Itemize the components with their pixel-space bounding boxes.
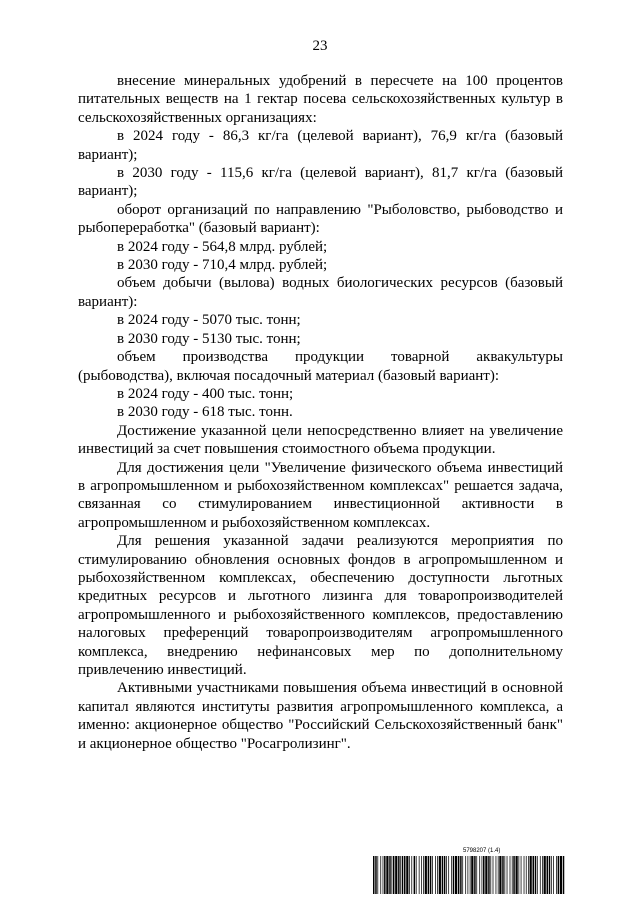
paragraph-catch-2024: в 2024 году - 5070 тыс. тонн; [117, 312, 301, 329]
barcode-bar [448, 856, 449, 894]
barcode-bar [383, 856, 384, 894]
barcode-bar [432, 856, 433, 894]
barcode-bar [513, 856, 514, 894]
barcode-bar [465, 856, 466, 894]
barcode-bar [516, 856, 518, 894]
barcode-bar [389, 856, 390, 894]
document-barcode [373, 848, 565, 894]
barcode-bar [493, 856, 494, 894]
barcode-bar [393, 856, 394, 894]
barcode-bar [375, 856, 376, 894]
barcode-bar [485, 856, 487, 894]
barcode-graphic [373, 856, 565, 894]
barcode-bar [530, 856, 532, 894]
barcode-bar [439, 856, 441, 894]
barcode-bar [386, 856, 388, 894]
barcode-bar [507, 856, 508, 894]
barcode-bar [496, 856, 497, 894]
barcode-bar [406, 856, 408, 894]
paragraph-catch-2030: в 2030 году - 5130 тыс. тонн; [117, 330, 301, 347]
barcode-bar [377, 856, 378, 894]
paragraph-fertilizer-2024: в 2024 году - 86,3 кг/га (целевой вариант), 76,9 кг/га (базовый вариант); [78, 128, 563, 163]
barcode-bar [462, 856, 463, 894]
barcode-bar [512, 856, 513, 894]
paragraph-fertilizer-2030: в 2030 году - 115,6 кг/га (целевой вариант), 81,7 кг/га (базовый вариант); [78, 165, 563, 200]
barcode-bar [409, 856, 410, 894]
barcode-bar [373, 856, 374, 894]
barcode-bar [391, 856, 392, 894]
barcode-bar [437, 856, 438, 894]
barcode-bar [553, 856, 554, 894]
barcode-bar [402, 856, 403, 894]
barcode-bar [549, 856, 550, 894]
barcode-bar [542, 856, 543, 894]
barcode-bar [435, 856, 436, 894]
barcode-bar [510, 856, 511, 894]
paragraph-aquaculture-2024: в 2024 году - 400 тыс. тонн; [117, 385, 294, 402]
barcode-bar [384, 856, 385, 894]
paragraph-fishery-turnover: оборот организаций по направлению "Рыболовство, рыбоводство и рыбопереработка" (базовый вариант): [78, 201, 563, 237]
barcode-bar [504, 856, 505, 894]
barcode-bar [446, 856, 447, 894]
barcode-bar [551, 856, 552, 894]
barcode-bar [488, 856, 489, 894]
paragraph-turnover-2030: в 2030 году - 710,4 млрд. рублей; [117, 257, 328, 274]
barcode-bar [404, 856, 405, 894]
barcode-bar [524, 856, 525, 894]
barcode-bar [411, 856, 412, 894]
barcode-bar [416, 856, 417, 894]
barcode-bar [560, 856, 562, 894]
barcode-bar [482, 856, 483, 894]
barcode-bar [490, 856, 491, 894]
barcode-bar [533, 856, 534, 894]
barcode-bar [423, 856, 424, 894]
document-body [78, 72, 563, 753]
barcode-bar [430, 856, 431, 894]
barcode-bar [458, 856, 459, 894]
barcode-bar [526, 856, 527, 894]
barcode-bar [380, 856, 381, 894]
barcode-bar [476, 856, 477, 894]
paragraph-aquaculture-2030: в 2030 году - 618 тыс. тонн. [117, 404, 293, 421]
barcode-bar [395, 856, 397, 894]
barcode-bar [528, 856, 529, 894]
barcode-bar [453, 856, 454, 894]
barcode-bar [460, 856, 461, 894]
barcode-bar [499, 856, 501, 894]
barcode-bar [455, 856, 457, 894]
paragraph-goal-effect: Достижение указанной цели непосредственно влияет на увеличение инвестиций за счет повышения стоимостного объема продукции. [78, 422, 563, 458]
barcode-bar [414, 856, 415, 894]
barcode-bar [521, 856, 522, 894]
barcode-bar [544, 856, 546, 894]
paragraph-aquaculture-volume: объем производства продукции товарной аквакультуры (рыбоводства), включая посадочный материал (базовый вариант): [78, 349, 563, 384]
barcode-bar [421, 856, 422, 894]
barcode-bar [556, 856, 557, 894]
barcode-bar [483, 856, 484, 894]
barcode-caption: 5798207 (1.4) [463, 848, 501, 854]
barcode-bar [419, 856, 420, 894]
barcode-bar [470, 856, 471, 894]
barcode-bar [468, 856, 469, 894]
barcode-bar [398, 856, 399, 894]
paragraph-fertilizer-indicator: внесение минеральных удобрений в пересчете на 100 процентов питательных веществ на 1 гектар посева сельскохозяйственных культур в сельскохозяйственных организациях: [78, 73, 563, 126]
barcode-bar [518, 856, 519, 894]
barcode-bar [502, 856, 503, 894]
paragraph-catch-volume: объем добычи (вылова) водных биологических ресурсов (базовый вариант): [78, 275, 563, 310]
paragraph-task-measures: Для решения указанной задачи реализуются мероприятия по стимулированию обновления основных фондов в агропромышленном и рыбохозяйственном комплексах, обеспечению доступности льготных кредитных ресурсов и льготного лизинга для товаропроизводителей агропромышленного и рыбохозяйственного комплексов, предоставлению налоговых преференций товаропроизводителям агропромышленного комплекса, внедрению нефинансовых мер по дополнительному привлечению инвестиций. [78, 533, 563, 678]
barcode-bar [535, 856, 536, 894]
barcode-bar [563, 856, 564, 894]
barcode-bar [444, 856, 445, 894]
page-number: 23 [312, 38, 328, 54]
barcode-bar [400, 856, 401, 894]
barcode-bar [451, 856, 452, 894]
barcode-bar [479, 856, 480, 894]
barcode-bar [428, 856, 429, 894]
barcode-bar [498, 856, 499, 894]
barcode-bar [537, 856, 538, 894]
barcode-bar [540, 856, 541, 894]
barcode-bar [558, 856, 559, 894]
paragraph-investment-goal: Для достижения цели "Увеличение физического объема инвестиций в агропромышленном и рыбохозяйственном комплексах" решается задача, связанная со стимулированием инвестиционной активности в агропромышленном и рыбохозяйственном комплексах. [78, 459, 563, 531]
barcode-bar [425, 856, 427, 894]
barcode-bar [474, 856, 475, 894]
paragraph-development-institutions: Активными участниками повышения объема инвестиций в основной капитал являются институты развития агропромышленного комплекса, а именно: акционерное общество "Российский Сельскохозяйственный банк" и акционерное общество "Росагролизинг". [78, 680, 563, 752]
barcode-bar [547, 856, 548, 894]
barcode-bar [442, 856, 443, 894]
barcode-bar [471, 856, 473, 894]
paragraph-turnover-2024: в 2024 году - 564,8 млрд. рублей; [117, 238, 328, 255]
